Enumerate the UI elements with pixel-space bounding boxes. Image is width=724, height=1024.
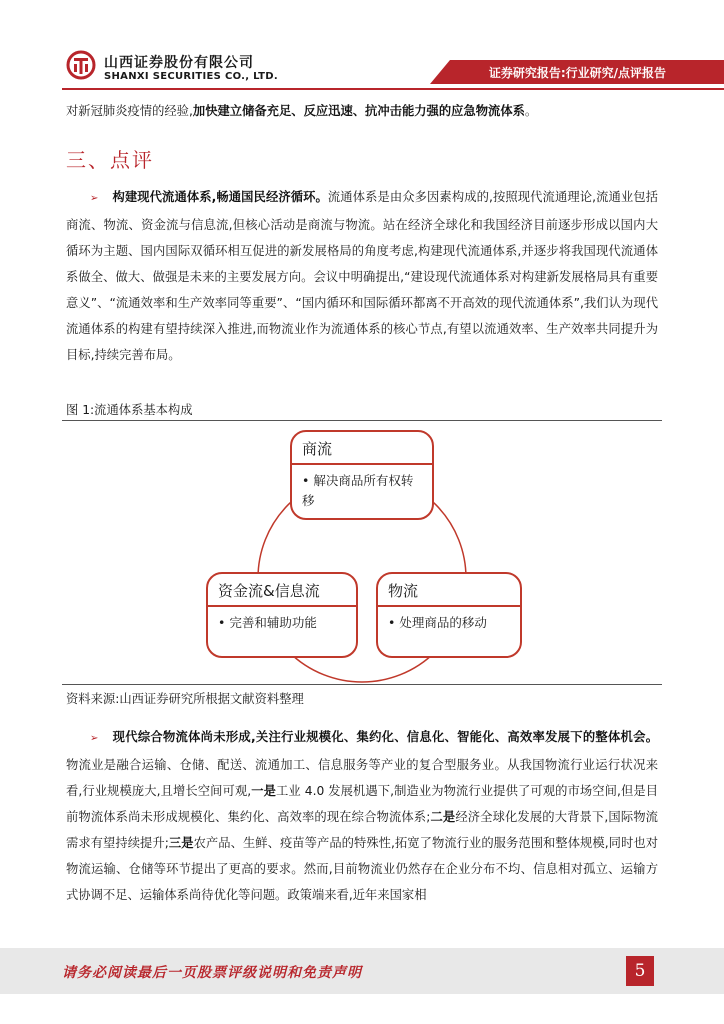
circulation-system-diagram bbox=[62, 420, 662, 684]
intro-paragraph: 对新冠肺炎疫情的经验,加快建立储备充足、反应迅速、抗冲击能力强的应急物流体系。 bbox=[66, 104, 538, 118]
company-name-en: SHANXI SECURITIES CO., LTD. bbox=[104, 71, 278, 82]
footer-disclaimer: 请务必阅读最后一页股票评级说明和免责声明 bbox=[62, 965, 362, 981]
header-divider bbox=[62, 88, 724, 90]
arrow-bullet-icon: ➢ bbox=[90, 733, 99, 744]
arrow-bullet-icon: ➢ bbox=[90, 193, 99, 204]
paragraph-modern-circulation: ➢ 构建现代流通体系,畅通国民经济循环。流通体系是由众多因素构成的,按照现代流通理论,流通业包括商流、物流、资金流与信息流,但核心活动是商流与物流。站在经济全球化和我国经济目前逐步形成以国内大循环为主题、国内国际双循环相互促进的新发展格局的角度考虑,构建现代流通体系,并逐步将我国现代流通体系做全、做大、做强是未来的主要发展方向。会议中明确提出,“建设现代流通体系对构建新发展格局具有重要意义”、“流通效率和生产效率同等重要”、“国内循环和国际循环都离不开高效的现代流通体系”,我们认为现代流通体系的构建有望持续深入推进,而物流业作为流通体系的核心节点,有望以流通效率、生产效率共同提升为目标,持续完善布局。 bbox=[66, 190, 658, 362]
section-title: 三、点评 bbox=[66, 148, 154, 172]
paragraph-logistics-system: ➢ 现代综合物流体尚未形成,关注行业规模化、集约化、信息化、智能化、高效率发展下的整体机会。物流业是融合运输、仓储、配送、流通加工、信息服务等产业的复合型服务业。从我国物流行业运行状况来看,行业规模庞大,且增长空间可观,一是工业 4.0 发展机遇下,制造业为物流行业提供了可观的市场空间,但是目前物流体系尚未形成规模化、集约化、高效率的现在综合物流体系;二是经济全球化发展的大背景下,国际物流需求有望持续提升;三是农产品、生鲜、疫苗等产品的特殊性,拓宽了物流行业的服务范围和整体规模,同时也对物流运输、仓储等环节提出了更高的要求。然而,目前物流业仍然存在企业分布不均、信息相对孤立、运输方式协调不足、运输体系尚待优化等问题。政策端来看,近年来国家相 bbox=[66, 730, 658, 902]
node-capital-info-flow: 资金流&信息流 • 完善和辅助功能 bbox=[206, 572, 358, 658]
company-logo-icon bbox=[66, 50, 96, 80]
page-number: 5 bbox=[626, 956, 654, 986]
page-header bbox=[0, 0, 724, 92]
report-type: 证券研究报告:行业研究/点评报告 bbox=[488, 66, 666, 80]
figure-bottom-rule bbox=[62, 684, 662, 685]
node-logistics-flow: 物流 • 处理商品的移动 bbox=[376, 572, 522, 658]
node-commercial-flow: 商流 • 解决商品所有权转移 bbox=[290, 430, 434, 520]
figure-source: 资料来源:山西证券研究所根据文献资料整理 bbox=[66, 692, 304, 706]
company-name-cn: 山西证券股份有限公司 bbox=[104, 55, 254, 71]
figure-title: 图 1:流通体系基本构成 bbox=[66, 403, 193, 417]
